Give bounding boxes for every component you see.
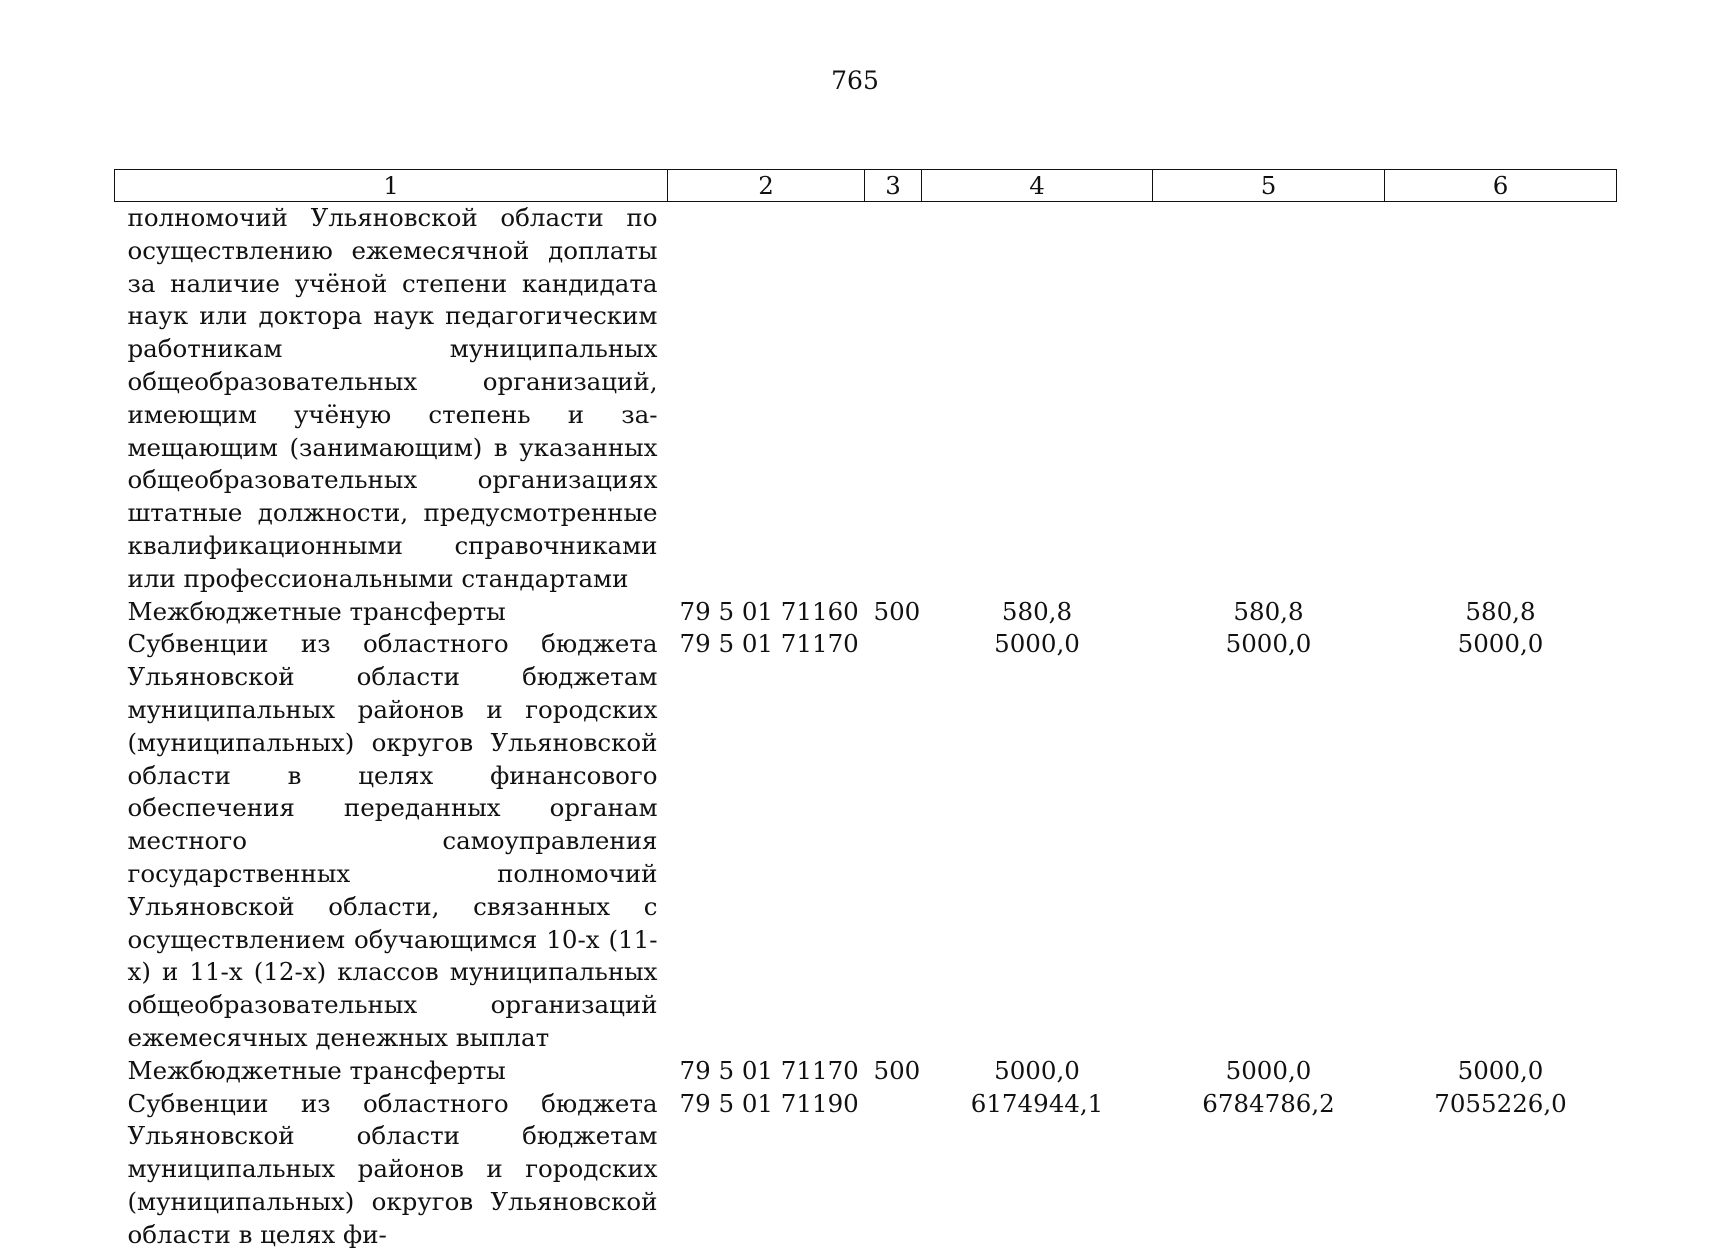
row-value-col-6: 580,8 — [1465, 596, 1536, 626]
header-col-4: 4 — [922, 170, 1153, 202]
row-value-col-6: 5000,0 — [1457, 629, 1544, 659]
row-target-code — [668, 202, 865, 596]
row-value-col-4: 580,8 — [1001, 596, 1073, 626]
table-body — [115, 202, 1617, 1252]
row-description: Межбюджетные трансферты — [127, 596, 506, 626]
table-row — [115, 1088, 1617, 1252]
row-expense-type — [865, 202, 922, 596]
row-expense-type: 500 — [873, 1055, 921, 1085]
table-header — [115, 170, 1617, 202]
header-col-3: 3 — [865, 170, 922, 202]
row-expense-type: 500 — [873, 596, 921, 626]
table-row — [115, 596, 1617, 629]
budget-table — [114, 169, 1617, 1252]
row-target-code: 79 5 01 71160 — [679, 596, 859, 626]
header-col-2: 2 — [668, 170, 865, 202]
row-value-col-5: 5000,0 — [1225, 629, 1312, 659]
budget-table-sheet — [114, 169, 1616, 1252]
row-value-col-4: 5000,0 — [994, 1055, 1080, 1085]
row-value-col-5: 5000,0 — [1225, 1055, 1312, 1085]
row-value-col-6: 7055226,0 — [1434, 1088, 1567, 1118]
row-expense-type — [865, 628, 922, 1054]
header-col-1: 1 — [115, 170, 668, 202]
row-description: Субвенции из областного бюджета Ульяновской области бюджетам муниципальных районов и городских (муниципальных) округов Ульяновской области в целях фи- — [127, 1088, 658, 1249]
header-row — [115, 170, 1617, 202]
row-description: полномочий Ульяновской области по осуществлению ежемесячной доплаты за наличие учёной степени кандидата наук или доктора наук педагогическим работникам муниципальных общеобразовательных организаций, имеющим учёную степень и замещающим (занимающим) в указанных общеобразовательных организациях штатные должности, предусмотренные квалификационными справочниками или профессиональными стандартами — [127, 203, 658, 593]
row-value-col-5 — [1153, 202, 1385, 596]
header-col-6: 6 — [1385, 170, 1617, 202]
table-row — [115, 1055, 1617, 1088]
row-value-col-4: 5000,0 — [994, 629, 1080, 659]
page-number: 765 — [831, 66, 879, 95]
row-value-col-5: 6784786,2 — [1202, 1088, 1335, 1118]
row-description: Межбюджетные трансферты — [127, 1055, 506, 1085]
row-value-col-6: 5000,0 — [1457, 1055, 1544, 1085]
row-target-code: 79 5 01 71170 — [679, 1055, 859, 1085]
header-col-5: 5 — [1153, 170, 1385, 202]
row-value-col-4: 6174944,1 — [970, 1088, 1104, 1118]
row-target-code: 79 5 01 71170 — [679, 629, 859, 659]
row-description: Субвенции из областного бюджета Ульяновской области бюджетам муниципальных районов и городских (муниципальных) округов Ульяновской области в целях финансового обеспечения переданных органам местного самоуправления государственных полномочий Ульяновской области, связанных с осуществлением обучающимся 10-х (11-х) и 11-х (12-х) классов муниципальных общеобразовательных организаций ежемесячных денежных выплат — [127, 629, 658, 1052]
row-target-code: 79 5 01 71190 — [679, 1088, 859, 1118]
row-value-col-6 — [1385, 202, 1617, 596]
row-value-col-5: 580,8 — [1233, 596, 1304, 626]
row-value-col-4 — [922, 202, 1153, 596]
table-row — [115, 202, 1617, 596]
table-row — [115, 628, 1617, 1054]
row-expense-type — [865, 1088, 922, 1252]
